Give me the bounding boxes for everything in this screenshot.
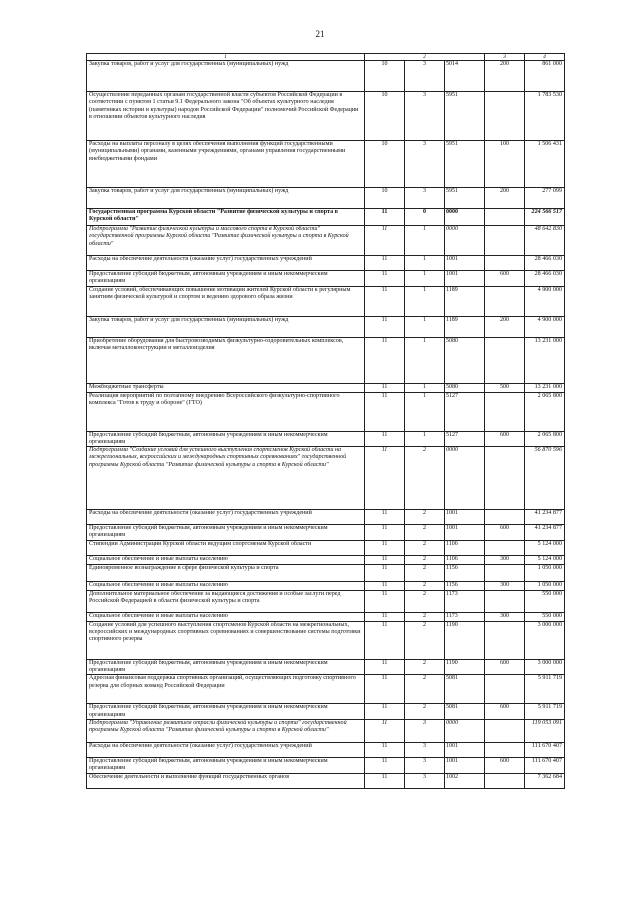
row-target-code: 1001 — [445, 510, 485, 525]
row-expense-type — [485, 773, 525, 788]
row-subrazdel: 3 — [405, 757, 445, 773]
row-subrazdel: 1 — [405, 226, 445, 256]
row-description: Создание условий для успешного выступления спортсменов Курской области на межрегиональных, всероссийских и международных спортивных соревнованиях и совершенствование системы подготовки спортивного резерва — [87, 621, 365, 659]
row-description: Приобретение оборудования для быстровозводимых физкультурно-оздоровительных комплексов, включая металлоконструкции и металлоизделия — [87, 337, 365, 383]
row-razdel: 11 — [365, 540, 405, 555]
table-row — [87, 612, 565, 621]
row-target-code: 1106 — [445, 540, 485, 555]
row-razdel: 11 — [365, 590, 405, 612]
table-row — [87, 209, 565, 226]
row-target-code: 5081 — [445, 704, 485, 720]
row-subrazdel: 2 — [405, 675, 445, 704]
row-amount: 41 234 877 — [525, 510, 565, 525]
row-target-code: 0000 — [445, 209, 485, 226]
row-subrazdel: 1 — [405, 286, 445, 316]
row-target-code: 1001 — [445, 256, 485, 271]
row-expense-type — [485, 621, 525, 659]
row-target-code: 1001 — [445, 742, 485, 757]
row-razdel: 11 — [365, 431, 405, 447]
row-description: Дополнительное материальное обеспечение за выдающиеся достижения и особые заслуги перед Российской Федерацией в области физической культуры и спорта — [87, 590, 365, 612]
row-description: Закупка товаров, работ и услуг для государственных (муниципальных) нужд — [87, 61, 365, 92]
row-expense-type — [485, 675, 525, 704]
row-razdel: 11 — [365, 757, 405, 773]
row-target-code: 1106 — [445, 555, 485, 564]
row-razdel: 11 — [365, 719, 405, 742]
table-row — [87, 337, 565, 383]
row-target-code: 5951 — [445, 141, 485, 188]
table-row — [87, 564, 565, 581]
row-target-code: 1173 — [445, 590, 485, 612]
row-expense-type — [485, 510, 525, 525]
row-subrazdel: 1 — [405, 256, 445, 271]
row-target-code: 1001 — [445, 271, 485, 287]
row-razdel: 11 — [365, 621, 405, 659]
row-amount: 111 670 407 — [525, 742, 565, 757]
row-expense-type — [485, 226, 525, 256]
row-target-code: 1189 — [445, 316, 485, 337]
row-subrazdel: 3 — [405, 92, 445, 141]
row-amount: 277 099 — [525, 188, 565, 209]
row-subrazdel: 1 — [405, 431, 445, 447]
row-target-code: 1001 — [445, 757, 485, 773]
row-expense-type: 200 — [485, 188, 525, 209]
row-subrazdel: 2 — [405, 525, 445, 541]
row-target-code: 1156 — [445, 581, 485, 590]
row-razdel: 11 — [365, 286, 405, 316]
table-row — [87, 757, 565, 773]
row-amount: 5 124 000 — [525, 555, 565, 564]
table-row — [87, 383, 565, 392]
row-amount: 2 065 800 — [525, 392, 565, 431]
row-amount: 13 231 000 — [525, 383, 565, 392]
row-expense-type: 600 — [485, 757, 525, 773]
row-description: Осуществление переданных органам государственной власти субъектов Российской Федерации в соответствии с пунктом 1 статьи 9.1 Федерального закона "Об объектах культурного наследия (памятниках истории и культуры) народов Российской Федерации" полномочий Российской Федерации в отношении объектов культурного наследия — [87, 92, 365, 141]
row-target-code: 0000 — [445, 719, 485, 742]
row-razdel: 11 — [365, 383, 405, 392]
row-description: Социальное обеспечение и иные выплаты населению — [87, 555, 365, 564]
row-razdel: 10 — [365, 188, 405, 209]
row-amount: 2 065 800 — [525, 431, 565, 447]
table-row — [87, 256, 565, 271]
header-col-2: 2 — [365, 54, 485, 61]
row-amount: 224 566 517 — [525, 209, 565, 226]
table-row — [87, 525, 565, 541]
row-subrazdel: 2 — [405, 510, 445, 525]
budget-table — [86, 53, 565, 789]
row-expense-type: 600 — [485, 659, 525, 675]
row-amount: 56 870 596 — [525, 447, 565, 510]
row-target-code: 5127 — [445, 431, 485, 447]
table-row — [87, 704, 565, 720]
row-description: Подпрограмма "Развитие физической культуры и массового спорта в Курской области" государственной программы Курской области "Развитие физической культуры и спорта в Курской области" — [87, 226, 365, 256]
row-subrazdel: 3 — [405, 773, 445, 788]
row-subrazdel: 2 — [405, 704, 445, 720]
table-row — [87, 431, 565, 447]
row-expense-type: 100 — [485, 141, 525, 188]
table-row — [87, 447, 565, 510]
row-target-code: 1190 — [445, 621, 485, 659]
row-amount: 1 506 431 — [525, 141, 565, 188]
row-razdel: 10 — [365, 92, 405, 141]
row-subrazdel: 2 — [405, 590, 445, 612]
row-razdel: 11 — [365, 659, 405, 675]
row-target-code: 1189 — [445, 286, 485, 316]
row-subrazdel: 2 — [405, 447, 445, 510]
row-subrazdel: 2 — [405, 659, 445, 675]
row-expense-type — [485, 209, 525, 226]
row-description: Предоставление субсидий бюджетным, автономным учреждениям и иным некоммерческим организациям — [87, 704, 365, 720]
row-description: Социальное обеспечение и иные выплаты населению — [87, 581, 365, 590]
row-amount: 13 231 000 — [525, 337, 565, 383]
row-razdel: 11 — [365, 316, 405, 337]
table-row — [87, 590, 565, 612]
row-amount: 4 900 000 — [525, 286, 565, 316]
row-subrazdel: 2 — [405, 581, 445, 590]
row-subrazdel: 2 — [405, 612, 445, 621]
row-description: Предоставление субсидий бюджетным, автономным учреждениям и иным некоммерческим организациям — [87, 659, 365, 675]
row-expense-type — [485, 92, 525, 141]
row-expense-type — [485, 719, 525, 742]
row-amount: 7 362 684 — [525, 773, 565, 788]
row-razdel: 10 — [365, 141, 405, 188]
row-razdel: 11 — [365, 510, 405, 525]
row-amount: 550 000 — [525, 590, 565, 612]
row-subrazdel: 2 — [405, 621, 445, 659]
table-row — [87, 675, 565, 704]
row-expense-type: 200 — [485, 61, 525, 92]
row-description: Предоставление субсидий бюджетным, автономным учреждениям и иным некоммерческим организациям — [87, 757, 365, 773]
row-razdel: 11 — [365, 392, 405, 431]
row-description: Адресная финансовая поддержка спортивных организаций, осуществляющих подготовку спортивного резерва для сборных команд Российской Федерации — [87, 675, 365, 704]
table-row — [87, 773, 565, 788]
row-expense-type: 600 — [485, 431, 525, 447]
row-razdel: 11 — [365, 773, 405, 788]
row-expense-type: 300 — [485, 581, 525, 590]
row-subrazdel: 2 — [405, 540, 445, 555]
table-row — [87, 555, 565, 564]
table-row — [87, 581, 565, 590]
header-col-1: 1 — [87, 54, 365, 61]
row-amount: 48 642 830 — [525, 226, 565, 256]
table-row — [87, 226, 565, 256]
row-description: Предоставление субсидий бюджетным, автономным учреждениям и иным некоммерческим организациям — [87, 271, 365, 287]
table-row — [87, 271, 565, 287]
row-description: Подпрограмма "Создание условий для успешного выступления спортсменов Курской области на межрегиональных, всероссийских и международных спортивных соревнованиях" государственной программы Курской области "Развитие физической культуры и спорта в Курской области" — [87, 447, 365, 510]
row-razdel: 11 — [365, 564, 405, 581]
row-expense-type: 600 — [485, 525, 525, 541]
row-expense-type — [485, 742, 525, 757]
header-col-3: 3 — [485, 54, 525, 61]
row-amount: 4 900 000 — [525, 316, 565, 337]
row-amount: 3 000 000 — [525, 621, 565, 659]
row-razdel: 11 — [365, 209, 405, 226]
row-amount: 861 000 — [525, 61, 565, 92]
row-description: Стипендии Администрации Курской области ведущим спортсменам Курской области — [87, 540, 365, 555]
row-expense-type — [485, 540, 525, 555]
table-row — [87, 621, 565, 659]
row-description: Расходы на обеспечение деятельности (оказание услуг) государственных учреждений — [87, 742, 365, 757]
row-razdel: 11 — [365, 447, 405, 510]
table-row — [87, 719, 565, 742]
row-razdel: 11 — [365, 581, 405, 590]
row-amount: 1 783 530 — [525, 92, 565, 141]
row-subrazdel: 1 — [405, 316, 445, 337]
row-description: Предоставление субсидий бюджетным, автономным учреждениям и иным некоммерческим организациям — [87, 431, 365, 447]
table-row — [87, 742, 565, 757]
table-row — [87, 188, 565, 209]
row-subrazdel: 1 — [405, 271, 445, 287]
row-expense-type — [485, 286, 525, 316]
row-expense-type — [485, 256, 525, 271]
row-amount: 5 911 719 — [525, 704, 565, 720]
row-target-code: 1001 — [445, 525, 485, 541]
table-row — [87, 316, 565, 337]
row-razdel: 11 — [365, 704, 405, 720]
row-expense-type — [485, 447, 525, 510]
row-expense-type — [485, 590, 525, 612]
row-target-code: 5951 — [445, 188, 485, 209]
row-expense-type: 500 — [485, 383, 525, 392]
row-description: Государственная программа Курской области "Развитие физической культуры и спорта в Курской области" — [87, 209, 365, 226]
row-subrazdel: 3 — [405, 719, 445, 742]
row-amount: 1 050 000 — [525, 581, 565, 590]
row-target-code: 0000 — [445, 447, 485, 510]
row-target-code: 5014 — [445, 61, 485, 92]
row-description: Закупка товаров, работ и услуг для государственных (муниципальных) нужд — [87, 188, 365, 209]
row-description: Расходы на выплаты персоналу в целях обеспечения выполнения функций государственными (муниципальными) органами, казенными учреждениями, органами управления государственными внебюджетными фондами — [87, 141, 365, 188]
row-expense-type: 600 — [485, 704, 525, 720]
row-razdel: 11 — [365, 337, 405, 383]
row-razdel: 11 — [365, 555, 405, 564]
row-razdel: 11 — [365, 742, 405, 757]
row-expense-type: 300 — [485, 612, 525, 621]
row-expense-type — [485, 564, 525, 581]
row-razdel: 10 — [365, 61, 405, 92]
row-description: Межбюджетные трансферты — [87, 383, 365, 392]
row-description: Расходы на обеспечение деятельности (оказание услуг) государственных учреждений — [87, 510, 365, 525]
row-razdel: 11 — [365, 612, 405, 621]
row-subrazdel: 1 — [405, 383, 445, 392]
row-expense-type — [485, 337, 525, 383]
row-amount: 3 000 000 — [525, 659, 565, 675]
row-subrazdel: 3 — [405, 61, 445, 92]
row-description: Создание условий, обеспечивающих повышение мотивации жителей Курской области к регулярным занятиям физической культурой и спортом и ведению здорового образа жизни — [87, 286, 365, 316]
row-target-code: 1190 — [445, 659, 485, 675]
row-expense-type: 600 — [485, 271, 525, 287]
row-description: Единовременное вознаграждение в сфере физической культуры и спорта — [87, 564, 365, 581]
row-description: Реализация мероприятий по поэтапному внедрению Всероссийского физкультурно-спортивного комплекса "Готов к труду и обороне" (ГТО) — [87, 392, 365, 431]
row-description: Предоставление субсидий бюджетным, автономным учреждениям и иным некоммерческим организациям — [87, 525, 365, 541]
table-row — [87, 92, 565, 141]
row-amount: 111 670 407 — [525, 757, 565, 773]
row-target-code: 1173 — [445, 612, 485, 621]
row-description: Социальное обеспечение и иные выплаты населению — [87, 612, 365, 621]
row-subrazdel: 1 — [405, 337, 445, 383]
row-target-code: 1002 — [445, 773, 485, 788]
row-expense-type — [485, 392, 525, 431]
row-subrazdel: 3 — [405, 188, 445, 209]
row-razdel: 11 — [365, 271, 405, 287]
row-target-code: 5080 — [445, 383, 485, 392]
row-amount: 550 000 — [525, 612, 565, 621]
row-razdel: 11 — [365, 525, 405, 541]
row-expense-type: 200 — [485, 316, 525, 337]
row-description: Обеспечение деятельности и выполнение функций государственных органов — [87, 773, 365, 788]
row-subrazdel: 0 — [405, 209, 445, 226]
table-row — [87, 659, 565, 675]
row-subrazdel: 2 — [405, 555, 445, 564]
row-description: Закупка товаров, работ и услуг для государственных (муниципальных) нужд — [87, 316, 365, 337]
table-row — [87, 510, 565, 525]
table-row — [87, 392, 565, 431]
row-subrazdel: 3 — [405, 742, 445, 757]
row-amount: 41 234 877 — [525, 525, 565, 541]
row-target-code: 5081 — [445, 675, 485, 704]
row-target-code: 5080 — [445, 337, 485, 383]
row-amount: 5 911 719 — [525, 675, 565, 704]
table-header-row — [87, 54, 565, 61]
row-description: Расходы на обеспечение деятельности (оказание услуг) государственных учреждений — [87, 256, 365, 271]
row-target-code: 5951 — [445, 92, 485, 141]
table-row — [87, 540, 565, 555]
row-description: Подпрограмма "Управление развитием отрасли физической культуры и спорта" государственной программы Курской области "Развитие физической культуры и спорта в Курской области" — [87, 719, 365, 742]
table-row — [87, 141, 565, 188]
row-target-code: 5127 — [445, 392, 485, 431]
row-subrazdel: 2 — [405, 564, 445, 581]
table-row — [87, 61, 565, 92]
row-amount: 28 466 030 — [525, 271, 565, 287]
row-razdel: 11 — [365, 256, 405, 271]
row-subrazdel: 1 — [405, 392, 445, 431]
row-amount: 119 053 091 — [525, 719, 565, 742]
header-col-4: 4 — [525, 54, 565, 61]
row-razdel: 11 — [365, 675, 405, 704]
row-target-code: 1156 — [445, 564, 485, 581]
page-number: 21 — [315, 29, 325, 39]
row-target-code: 0000 — [445, 226, 485, 256]
row-amount: 28 466 030 — [525, 256, 565, 271]
row-amount: 1 050 000 — [525, 564, 565, 581]
table-row — [87, 286, 565, 316]
row-razdel: 11 — [365, 226, 405, 256]
row-amount: 5 124 000 — [525, 540, 565, 555]
row-expense-type: 300 — [485, 555, 525, 564]
row-subrazdel: 3 — [405, 141, 445, 188]
